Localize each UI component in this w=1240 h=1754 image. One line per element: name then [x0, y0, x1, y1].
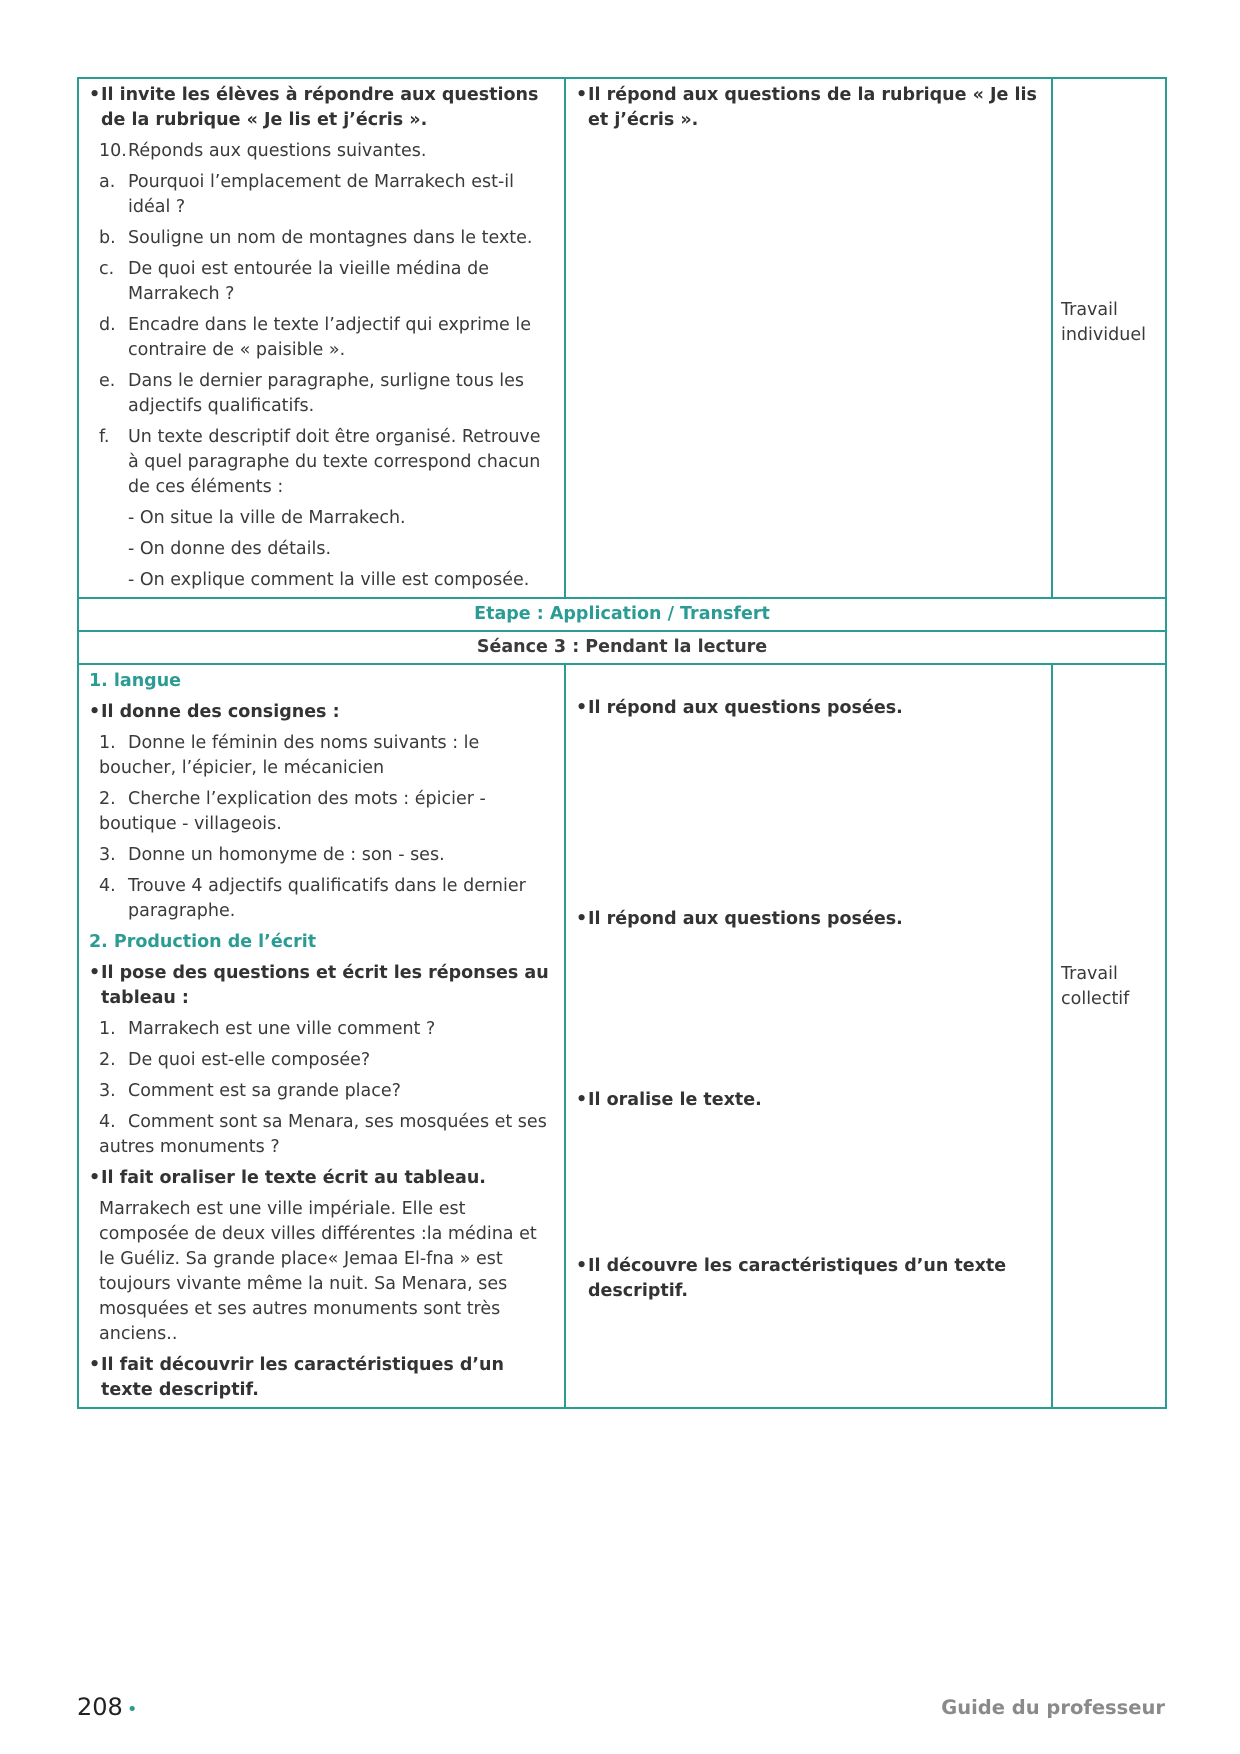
list-item: 1. Donne le féminin des noms suivants : le boucher, l’épicier, le mécanicien — [99, 733, 480, 778]
teacher-cell — [78, 664, 565, 1408]
bullet-icon: • — [89, 1168, 101, 1188]
seance-heading: Séance 3 : Pendant la lecture — [78, 631, 1166, 664]
list-item: 1. Marrakech est une ville comment ? — [99, 1019, 436, 1039]
etape-heading: Etape : Application / Transfert — [78, 598, 1166, 631]
section-title-production: 2. Production de l’écrit — [89, 932, 317, 952]
table-row — [78, 664, 1166, 1408]
bullet-icon: • — [576, 85, 588, 105]
list-item: f. Un texte descriptif doit être organisé. Retrouve à quel paragraphe du texte correspond chacun de ces éléments : — [99, 427, 541, 497]
list-item: 4. Trouve 4 adjectifs qualificatifs dans le dernier paragraphe. — [99, 876, 526, 921]
bullet-icon: • — [576, 1090, 588, 1110]
bullet-icon: • — [89, 85, 101, 105]
student-cell — [565, 78, 1052, 598]
work-mode: Travail individuel — [1061, 300, 1146, 345]
list-item: 2. Cherche l’explication des mots : épicier -boutique - villageois. — [99, 789, 486, 834]
table-row — [78, 631, 1166, 664]
student-bullet: • Il oralise le texte. — [576, 1088, 762, 1113]
list-item: 4. Comment sont sa Menara, ses mosquées et ses autres monuments ? — [99, 1112, 547, 1157]
list-item: d. Encadre dans le texte l’adjectif qui exprime le contraire de « paisible ». — [99, 315, 531, 360]
student-cell — [565, 664, 1052, 1408]
teacher-cell — [78, 78, 565, 598]
section-title-langue: 1. langue — [89, 671, 182, 691]
sub-item: - On donne des détails. — [128, 539, 332, 559]
list-item: e. Dans le dernier paragraphe, surligne tous les adjectifs qualificatifs. — [99, 371, 525, 416]
written-text: Marrakech est une ville impériale. Elle est composée de deux villes différentes :la médina et le Guéliz. Sa grande place« Jemaa El-fna » est toujours vivante même la nuit. Sa Menara, ses mosquées et ses autres monuments sont très anciens.. — [99, 1199, 537, 1344]
mode-cell — [1052, 664, 1166, 1408]
sub-item: - On explique comment la ville est composée. — [128, 570, 530, 590]
bullet-icon: • — [576, 909, 588, 929]
teacher-bullet: • Il donne des consignes : — [89, 700, 556, 725]
table-row — [78, 78, 1166, 598]
bullet-icon: • — [89, 963, 101, 983]
student-bullet: • Il répond aux questions posées. — [576, 696, 903, 721]
table-row — [78, 598, 1166, 631]
list-item: b. Souligne un nom de montagnes dans le texte. — [99, 228, 533, 248]
list-item: 3. Comment est sa grande place? — [99, 1081, 401, 1101]
separator-dot: • — [126, 1699, 138, 1720]
bullet-icon: • — [89, 702, 101, 722]
teacher-bullet: • Il fait oraliser le texte écrit au tableau. — [89, 1166, 556, 1191]
student-bullet: • Il découvre les caractéristiques d’un texte descriptif. — [576, 1254, 1043, 1304]
footer-title: Guide du professeur — [941, 1696, 1165, 1719]
teacher-bullet: • Il invite les élèves à répondre aux questions de la rubrique « Je lis et j’écris ». — [89, 83, 556, 133]
list-item: a. Pourquoi l’emplacement de Marrakech est-il idéal ? — [99, 172, 514, 217]
list-item: 10. Réponds aux questions suivantes. — [99, 141, 427, 161]
mode-cell — [1052, 78, 1166, 598]
lesson-table — [77, 77, 1167, 1409]
list-item: 2. De quoi est-elle composée? — [99, 1050, 371, 1070]
teacher-bullet: • Il fait découvrir les caractéristiques d’un texte descriptif. — [89, 1353, 556, 1403]
student-bullet: • Il répond aux questions de la rubrique « Je lis et j’écris ». — [576, 83, 1043, 133]
bullet-icon: • — [576, 1256, 588, 1276]
list-item: 3. Donne un homonyme de : son - ses. — [99, 845, 445, 865]
teacher-bullet: • Il pose des questions et écrit les réponses au tableau : — [89, 961, 556, 1011]
work-mode: Travail collectif — [1061, 964, 1130, 1009]
page-number: 208 • — [77, 1693, 138, 1721]
bullet-icon: • — [89, 1355, 101, 1375]
bullet-icon: • — [576, 698, 588, 718]
list-item: c. De quoi est entourée la vieille médina de Marrakech ? — [99, 259, 489, 304]
sub-item: - On situe la ville de Marrakech. — [128, 508, 406, 528]
student-bullet: • Il répond aux questions posées. — [576, 907, 903, 932]
